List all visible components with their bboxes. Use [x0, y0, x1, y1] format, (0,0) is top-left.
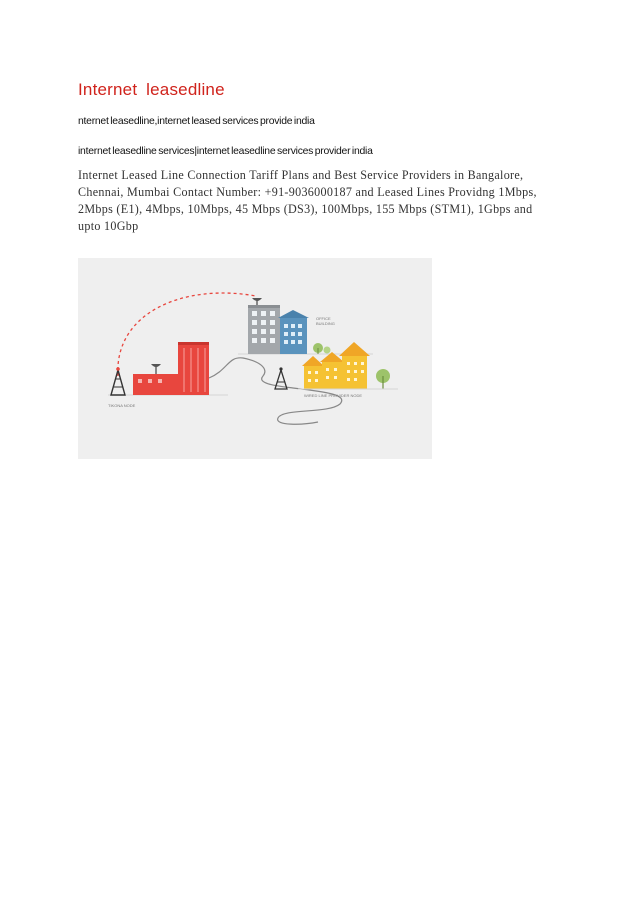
office-building-label: OFFICE BUILDING	[316, 316, 335, 326]
subtitle-keywords-1: nternet leasedline,internet leased services provide india	[78, 116, 315, 127]
satellite-dish-icon	[151, 364, 161, 374]
office-building-blue	[278, 310, 309, 354]
yellow-houses	[302, 342, 370, 389]
wired-provider-label: WIRED LINE PROVIDER NODE	[304, 393, 363, 398]
subtitle-keywords-2: internet leasedline services|internet leasedline services provider india	[78, 146, 373, 157]
tree-icon	[376, 369, 390, 389]
description-paragraph: Internet Leased Line Connection Tariff Plans and Best Service Providers in Bangalore, Chennai, Mumbai Contact Number: +91-9036000187 and Leased Lines Providng 1Mbps, 2Mbps (E1), 4Mbps, 10Mbps, 45 Mbps (DS3), 100Mbps, 155 Mbps (STM1), 1Gbps and upto 10Gbp	[78, 168, 537, 233]
tower-icon	[111, 367, 125, 395]
red-tall-building	[178, 342, 209, 395]
network-illustration	[78, 258, 432, 459]
tree-icon	[313, 343, 331, 354]
network-illustration-svg	[78, 258, 432, 459]
red-low-building	[133, 374, 178, 395]
tower-node-label: TIKONA NODE	[108, 403, 136, 408]
office-dish-icon	[252, 298, 262, 305]
page-title: Internet leasedline	[78, 80, 225, 99]
office-building-gray	[248, 305, 280, 354]
